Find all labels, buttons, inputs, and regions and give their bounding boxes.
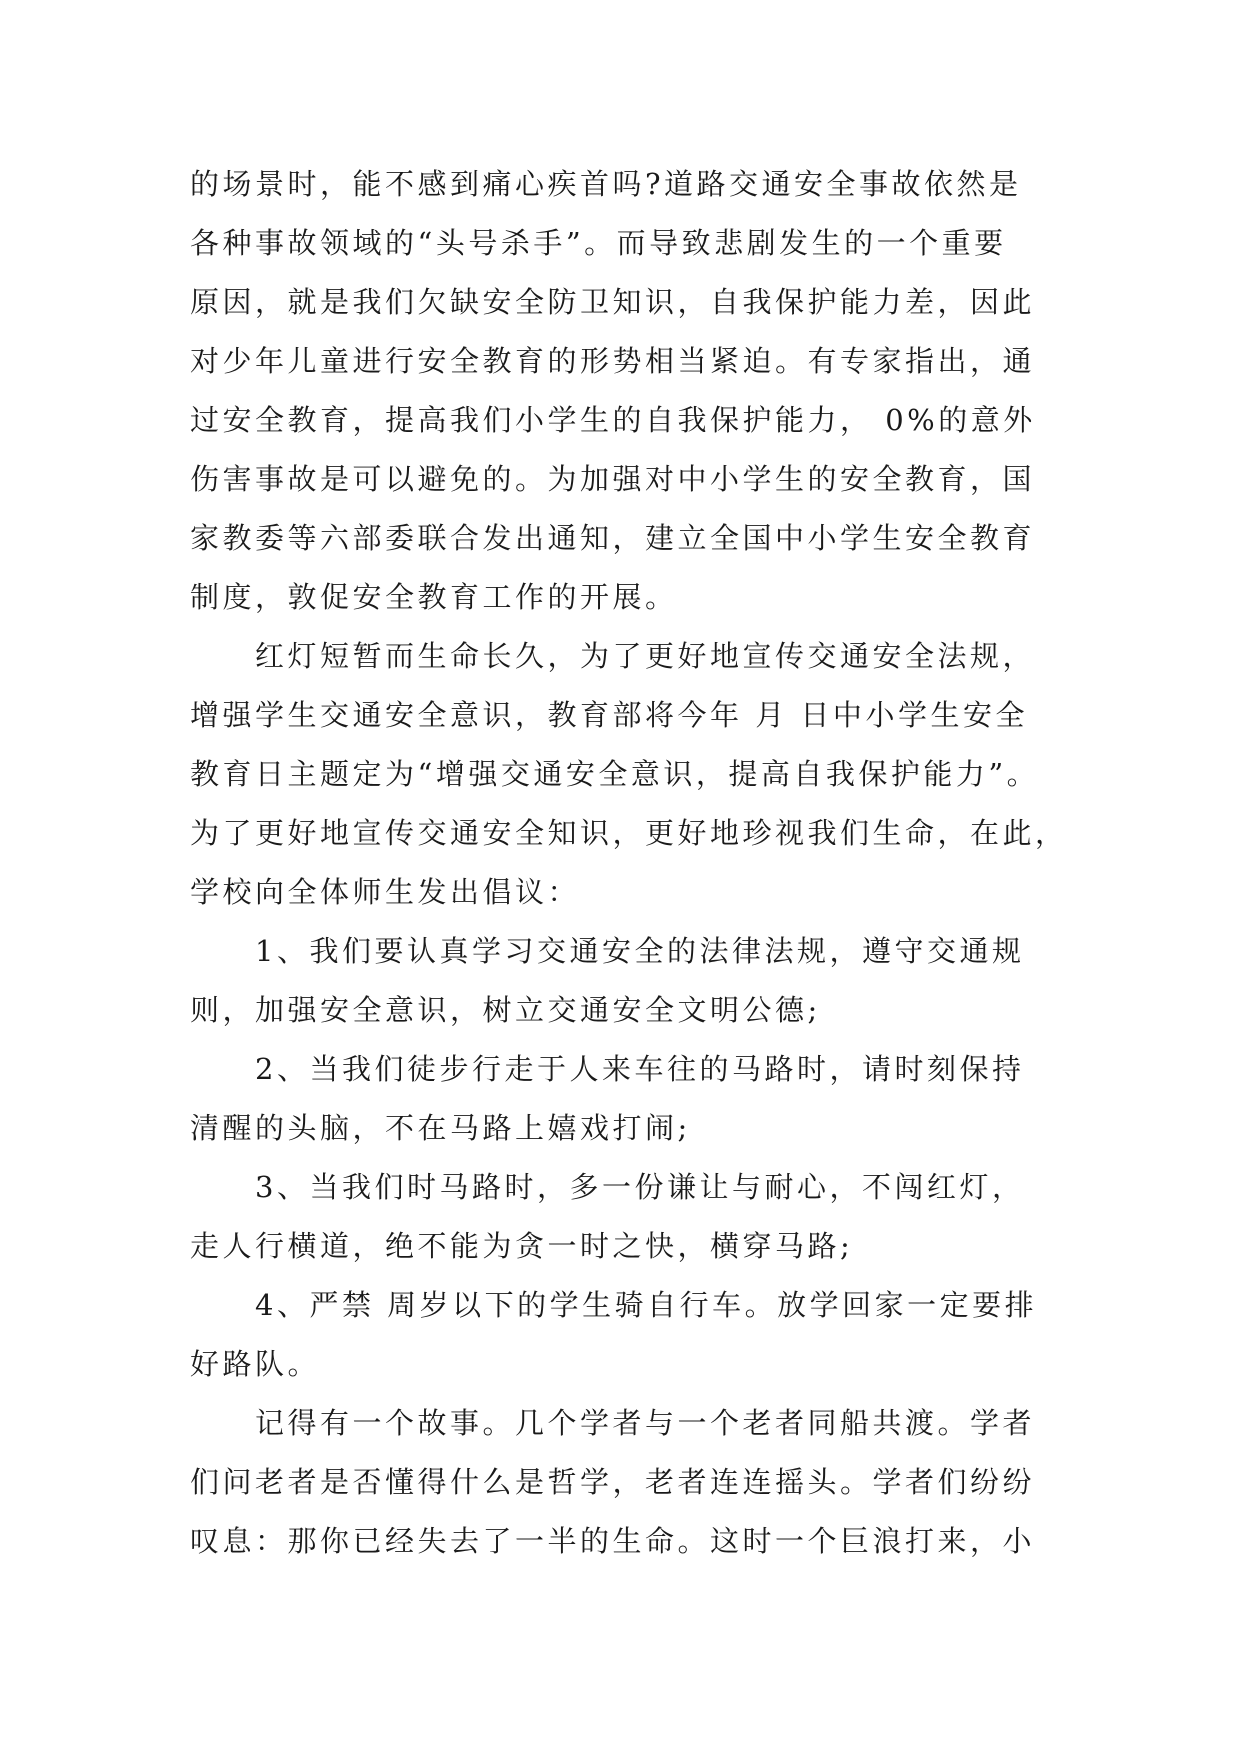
text-line: 2、当我们徒步行走于人来车往的马路时，请时刻保持 (255, 1052, 1025, 1086)
text-line: 过安全教育，提高我们小学生的自我保护能力， 0%的意外 (190, 403, 1036, 437)
text-line: 叹息：那你已经失去了一半的生命。这时一个巨浪打来，小 (190, 1524, 1036, 1558)
text-line: 好路队。 (190, 1347, 321, 1381)
body-text (190, 155, 1070, 1571)
text-line: 教育日主题定为“增强交通安全意识，提高自我保护能力”。 (190, 757, 1040, 791)
text-line: 则，加强安全意识，树立交通安全文明公德; (190, 993, 821, 1027)
text-line: 清醒的头脑，不在马路上嬉戏打闹; (190, 1111, 691, 1145)
text-line: 增强学生交通安全意识，教育部将今年 月 日中小学生安全 (190, 698, 1028, 732)
text-line: 1、我们要认真学习交通安全的法律法规，遵守交通规 (255, 934, 1025, 968)
text-line: 伤害事故是可以避免的。为加强对中小学生的安全教育，国 (190, 462, 1036, 496)
text-line: 为了更好地宣传交通安全知识，更好地珍视我们生命，在此， (190, 816, 1068, 850)
text-line: 原因，就是我们欠缺安全防卫知识，自我保护能力差，因此 (190, 285, 1036, 319)
text-line: 各种事故领域的“头号杀手”。而导致悲剧发生的一个重要 (190, 226, 1007, 260)
text-line: 3、当我们时马路时，多一份谦让与耐心，不闯红灯， (255, 1170, 1025, 1204)
text-line: 家教委等六部委联合发出通知，建立全国中小学生安全教育 (190, 521, 1036, 555)
text-line: 的场景时，能不感到痛心疾首吗?道路交通安全事故依然是 (190, 167, 1022, 201)
text-line: 对少年儿童进行安全教育的形势相当紧迫。有专家指出，通 (190, 344, 1036, 378)
text-line: 学校向全体师生发出倡议： (190, 875, 581, 909)
text-line: 4、严禁 周岁以下的学生骑自行车。放学回家一定要排 (255, 1288, 1038, 1322)
text-line: 制度，敦促安全教育工作的开展。 (190, 580, 678, 614)
text-line: 走人行横道，绝不能为贪一时之快，横穿马路; (190, 1229, 854, 1263)
text-line: 记得有一个故事。几个学者与一个老者同船共渡。学者 (255, 1406, 1036, 1440)
text-line: 红灯短暂而生命长久，为了更好地宣传交通安全法规， (255, 639, 1036, 673)
text-line: 们问老者是否懂得什么是哲学，老者连连摇头。学者们纷纷 (190, 1465, 1036, 1499)
